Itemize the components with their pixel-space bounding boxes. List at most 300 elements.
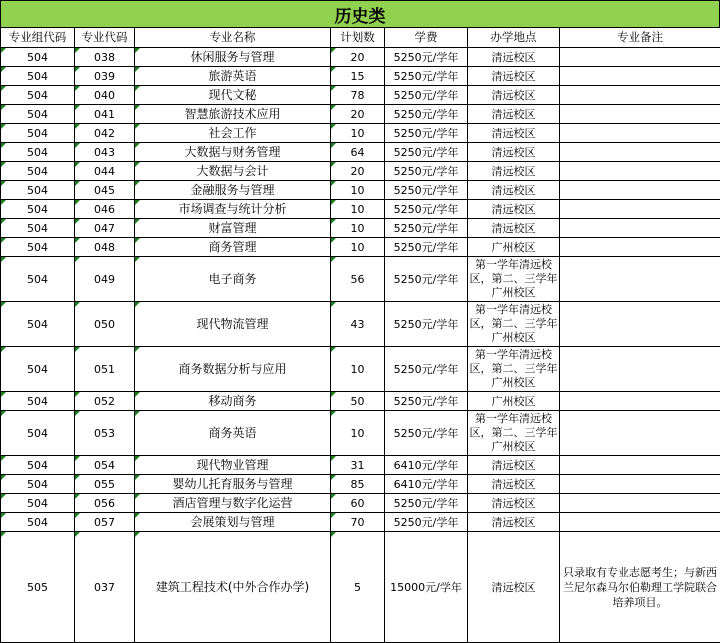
comment-marker-icon	[135, 48, 140, 53]
cell-plan-text: 64	[350, 145, 365, 159]
cell-note[interactable]	[560, 200, 720, 219]
header-group-code[interactable]: 专业组代码	[1, 28, 75, 48]
cell-fee[interactable]	[385, 494, 468, 513]
cell-major-code-text: 056	[94, 496, 115, 510]
cell-major-name[interactable]	[135, 162, 331, 181]
cell-major-name-text: 移动商务	[208, 393, 257, 408]
cell-fee[interactable]	[385, 86, 468, 105]
header-row	[1, 28, 720, 48]
cell-group-code[interactable]	[1, 532, 75, 643]
comment-marker-icon	[331, 532, 336, 537]
cell-major-name[interactable]	[135, 302, 331, 347]
cell-major-name-text: 休闲服务与管理	[190, 49, 275, 64]
cell-fee[interactable]	[385, 257, 468, 302]
cell-location-text: 清远校区	[491, 221, 536, 235]
comment-marker-icon	[331, 48, 336, 53]
cell-fee-text: 5250元/学年	[393, 88, 459, 102]
cell-fee-text: 5250元/学年	[393, 50, 459, 64]
cell-major-name[interactable]	[135, 411, 331, 456]
cell-major-name[interactable]	[135, 124, 331, 143]
cell-note[interactable]	[560, 86, 720, 105]
cell-plan[interactable]	[331, 347, 385, 392]
cell-group-code-text: 504	[27, 362, 48, 376]
comment-marker-icon	[331, 86, 336, 91]
cell-fee[interactable]	[385, 162, 468, 181]
cell-group-code[interactable]	[1, 67, 75, 86]
cell-location[interactable]	[468, 347, 560, 392]
comment-marker-icon	[331, 143, 336, 148]
comment-marker-icon	[75, 456, 80, 461]
comment-marker-icon	[1, 347, 6, 352]
cell-group-code[interactable]	[1, 124, 75, 143]
cell-plan[interactable]	[331, 67, 385, 86]
cell-group-code[interactable]	[1, 475, 75, 494]
cell-fee[interactable]	[385, 48, 468, 67]
cell-group-code-text: 504	[27, 458, 48, 472]
cell-plan[interactable]	[331, 143, 385, 162]
cell-group-code[interactable]	[1, 456, 75, 475]
cell-fee[interactable]	[385, 411, 468, 456]
cell-plan-text: 43	[350, 317, 365, 331]
cell-fee-text: 5250元/学年	[393, 69, 459, 83]
cell-note[interactable]	[560, 238, 720, 257]
cell-major-code[interactable]	[75, 181, 135, 200]
comment-marker-icon	[75, 181, 80, 186]
cell-location[interactable]	[468, 238, 560, 257]
cell-major-name-text: 婴幼儿托育服务与管理	[172, 476, 293, 491]
admissions-table	[0, 27, 720, 643]
cell-location[interactable]	[468, 124, 560, 143]
cell-note[interactable]	[560, 105, 720, 124]
cell-group-code[interactable]	[1, 494, 75, 513]
comment-marker-icon	[135, 181, 140, 186]
cell-location[interactable]	[468, 86, 560, 105]
cell-group-code[interactable]	[1, 143, 75, 162]
cell-location[interactable]	[468, 494, 560, 513]
cell-plan[interactable]	[331, 105, 385, 124]
comment-marker-icon	[1, 302, 6, 307]
cell-note[interactable]	[560, 124, 720, 143]
cell-fee-text: 5250元/学年	[393, 183, 459, 197]
cell-major-code[interactable]	[75, 219, 135, 238]
comment-marker-icon	[331, 411, 336, 416]
comment-marker-icon	[75, 238, 80, 243]
cell-fee[interactable]	[385, 105, 468, 124]
cell-major-code-text: 039	[94, 69, 115, 83]
cell-location[interactable]	[468, 143, 560, 162]
cell-note[interactable]	[560, 475, 720, 494]
cell-fee-text: 5250元/学年	[393, 126, 459, 140]
cell-plan[interactable]	[331, 181, 385, 200]
cell-major-code[interactable]	[75, 238, 135, 257]
cell-note[interactable]	[560, 219, 720, 238]
comment-marker-icon	[1, 181, 6, 186]
cell-major-name[interactable]	[135, 181, 331, 200]
cell-fee-text: 5250元/学年	[393, 164, 459, 178]
comment-marker-icon	[135, 143, 140, 148]
cell-group-code[interactable]	[1, 513, 75, 532]
header-major-name[interactable]: 专业名称	[135, 28, 331, 48]
comment-marker-icon	[135, 456, 140, 461]
cell-location[interactable]	[468, 48, 560, 67]
cell-note[interactable]	[560, 392, 720, 411]
cell-major-code[interactable]	[75, 513, 135, 532]
cell-major-code[interactable]	[75, 411, 135, 456]
comment-marker-icon	[75, 494, 80, 499]
cell-fee-text: 5250元/学年	[393, 496, 459, 510]
cell-location-text: 清远校区	[491, 164, 536, 178]
cell-major-name[interactable]	[135, 475, 331, 494]
cell-major-code-text: 037	[94, 580, 115, 594]
cell-fee[interactable]	[385, 392, 468, 411]
cell-major-code[interactable]	[75, 86, 135, 105]
cell-group-code[interactable]	[1, 48, 75, 67]
cell-plan[interactable]	[331, 86, 385, 105]
cell-group-code[interactable]	[1, 86, 75, 105]
cell-location-text: 第一学年清远校区，第二、三学年广州校区	[469, 303, 558, 344]
header-plan[interactable]: 计划数	[331, 28, 385, 48]
cell-major-name[interactable]	[135, 48, 331, 67]
cell-group-code-text: 504	[27, 317, 48, 331]
cell-major-name[interactable]	[135, 392, 331, 411]
cell-major-code-text: 054	[94, 458, 115, 472]
cell-location-text: 清远校区	[491, 496, 536, 510]
comment-marker-icon	[75, 162, 80, 167]
comment-marker-icon	[135, 513, 140, 518]
cell-location-text: 清远校区	[491, 126, 536, 140]
cell-location[interactable]	[468, 392, 560, 411]
table-row	[1, 532, 720, 643]
cell-plan-text: 20	[350, 107, 365, 121]
cell-location[interactable]	[468, 162, 560, 181]
cell-major-code[interactable]	[75, 347, 135, 392]
cell-group-code[interactable]	[1, 105, 75, 124]
cell-note[interactable]	[560, 513, 720, 532]
comment-marker-icon	[75, 411, 80, 416]
cell-fee[interactable]	[385, 238, 468, 257]
cell-plan-text: 60	[350, 496, 365, 510]
cell-group-code-text: 504	[27, 50, 48, 64]
cell-plan[interactable]	[331, 532, 385, 643]
comment-marker-icon	[75, 105, 80, 110]
cell-plan-text: 56	[350, 272, 365, 286]
cell-major-code[interactable]	[75, 475, 135, 494]
cell-note[interactable]	[560, 162, 720, 181]
cell-note[interactable]	[560, 67, 720, 86]
comment-marker-icon	[75, 475, 80, 480]
cell-plan[interactable]	[331, 411, 385, 456]
comment-marker-icon	[331, 475, 336, 480]
comment-marker-icon	[331, 347, 336, 352]
cell-major-name-text: 大数据与财务管理	[184, 144, 281, 159]
cell-location[interactable]	[468, 456, 560, 475]
comment-marker-icon	[1, 494, 6, 499]
cell-note[interactable]	[560, 532, 720, 643]
table-row	[1, 238, 720, 257]
cell-major-code-text: 041	[94, 107, 115, 121]
cell-major-name[interactable]	[135, 200, 331, 219]
cell-location-text: 清远校区	[491, 145, 536, 159]
cell-major-code[interactable]	[75, 48, 135, 67]
cell-plan[interactable]	[331, 200, 385, 219]
comment-marker-icon	[75, 219, 80, 224]
cell-group-code[interactable]	[1, 392, 75, 411]
cell-location[interactable]	[468, 67, 560, 86]
cell-plan[interactable]	[331, 238, 385, 257]
cell-group-code[interactable]	[1, 347, 75, 392]
cell-group-code-text: 504	[27, 240, 48, 254]
cell-note[interactable]	[560, 143, 720, 162]
cell-plan-text: 78	[350, 88, 365, 102]
cell-group-code-text: 504	[27, 107, 48, 121]
header-note[interactable]: 专业备注	[560, 28, 720, 48]
table-row	[1, 219, 720, 238]
cell-major-name-text: 现代文秘	[208, 87, 257, 102]
cell-major-code-text: 052	[94, 394, 115, 408]
cell-group-code[interactable]	[1, 302, 75, 347]
cell-group-code[interactable]	[1, 238, 75, 257]
header-fee[interactable]: 学费	[385, 28, 468, 48]
cell-plan-text: 10	[350, 183, 365, 197]
cell-group-code[interactable]	[1, 162, 75, 181]
table-row	[1, 200, 720, 219]
cell-group-code-text: 504	[27, 221, 48, 235]
cell-location-text: 第一学年清远校区，第二、三学年广州校区	[469, 348, 558, 389]
cell-fee[interactable]	[385, 302, 468, 347]
cell-fee-text: 5250元/学年	[393, 107, 459, 121]
cell-location[interactable]	[468, 181, 560, 200]
cell-major-name-text: 现代物业管理	[196, 457, 269, 472]
cell-group-code-text: 505	[27, 580, 48, 594]
comment-marker-icon	[331, 456, 336, 461]
cell-note[interactable]	[560, 257, 720, 302]
cell-group-code[interactable]	[1, 257, 75, 302]
cell-major-code-text: 038	[94, 50, 115, 64]
header-location[interactable]: 办学地点	[468, 28, 560, 48]
cell-plan[interactable]	[331, 124, 385, 143]
cell-fee[interactable]	[385, 532, 468, 643]
cell-plan[interactable]	[331, 257, 385, 302]
cell-location[interactable]	[468, 200, 560, 219]
cell-plan[interactable]	[331, 48, 385, 67]
cell-major-name[interactable]	[135, 347, 331, 392]
table-row	[1, 143, 720, 162]
cell-plan[interactable]	[331, 494, 385, 513]
cell-plan[interactable]	[331, 162, 385, 181]
cell-note[interactable]	[560, 48, 720, 67]
comment-marker-icon	[135, 238, 140, 243]
cell-plan-text: 10	[350, 240, 365, 254]
cell-group-code-text: 504	[27, 88, 48, 102]
cell-fee[interactable]	[385, 347, 468, 392]
cell-plan[interactable]	[331, 456, 385, 475]
cell-fee[interactable]	[385, 67, 468, 86]
cell-location[interactable]	[468, 105, 560, 124]
cell-fee[interactable]	[385, 456, 468, 475]
cell-fee[interactable]	[385, 200, 468, 219]
comment-marker-icon	[1, 219, 6, 224]
cell-location[interactable]	[468, 219, 560, 238]
comment-marker-icon	[75, 513, 80, 518]
cell-major-name-text: 旅游英语	[208, 68, 257, 83]
comment-marker-icon	[1, 143, 6, 148]
cell-major-name[interactable]	[135, 456, 331, 475]
cell-major-code[interactable]	[75, 105, 135, 124]
cell-location[interactable]	[468, 411, 560, 456]
comment-marker-icon	[75, 200, 80, 205]
comment-marker-icon	[135, 124, 140, 129]
comment-marker-icon	[135, 347, 140, 352]
comment-marker-icon	[135, 162, 140, 167]
comment-marker-icon	[75, 124, 80, 129]
cell-fee[interactable]	[385, 181, 468, 200]
cell-fee-text: 15000元/学年	[390, 580, 462, 594]
cell-major-code[interactable]	[75, 67, 135, 86]
cell-group-code[interactable]	[1, 181, 75, 200]
cell-major-name[interactable]	[135, 67, 331, 86]
cell-fee[interactable]	[385, 143, 468, 162]
cell-location-text: 清远校区	[491, 69, 536, 83]
cell-major-code[interactable]	[75, 302, 135, 347]
cell-major-code[interactable]	[75, 124, 135, 143]
cell-major-code-text: 042	[94, 126, 115, 140]
cell-note[interactable]	[560, 494, 720, 513]
cell-major-name[interactable]	[135, 143, 331, 162]
cell-major-name[interactable]	[135, 513, 331, 532]
cell-major-code[interactable]	[75, 200, 135, 219]
comment-marker-icon	[1, 67, 6, 72]
cell-major-name[interactable]	[135, 105, 331, 124]
cell-major-code[interactable]	[75, 257, 135, 302]
cell-location-text: 清远校区	[491, 580, 536, 594]
comment-marker-icon	[1, 105, 6, 110]
cell-note[interactable]	[560, 411, 720, 456]
cell-group-code[interactable]	[1, 219, 75, 238]
comment-marker-icon	[331, 162, 336, 167]
cell-fee[interactable]	[385, 475, 468, 494]
comment-marker-icon	[135, 219, 140, 224]
cell-major-name-text: 金融服务与管理	[190, 182, 275, 197]
cell-major-code[interactable]	[75, 532, 135, 643]
comment-marker-icon	[135, 67, 140, 72]
comment-marker-icon	[1, 162, 6, 167]
comment-marker-icon	[135, 494, 140, 499]
cell-fee-text: 5250元/学年	[393, 202, 459, 216]
cell-group-code[interactable]	[1, 200, 75, 219]
cell-location[interactable]	[468, 257, 560, 302]
cell-plan-text: 10	[350, 126, 365, 140]
comment-marker-icon	[75, 67, 80, 72]
cell-plan-text: 5	[354, 580, 361, 594]
cell-major-code[interactable]	[75, 456, 135, 475]
cell-location-text: 清远校区	[491, 88, 536, 102]
cell-major-code-text: 050	[94, 317, 115, 331]
comment-marker-icon	[135, 105, 140, 110]
cell-fee[interactable]	[385, 124, 468, 143]
cell-group-code-text: 504	[27, 126, 48, 140]
table-row	[1, 162, 720, 181]
cell-note[interactable]	[560, 347, 720, 392]
cell-fee[interactable]	[385, 219, 468, 238]
cell-plan[interactable]	[331, 392, 385, 411]
cell-major-code[interactable]	[75, 494, 135, 513]
cell-major-code-text: 047	[94, 221, 115, 235]
table-row	[1, 392, 720, 411]
cell-major-name[interactable]	[135, 257, 331, 302]
cell-fee-text: 5250元/学年	[393, 515, 459, 529]
cell-group-code-text: 504	[27, 145, 48, 159]
header-major-code[interactable]: 专业代码	[75, 28, 135, 48]
comment-marker-icon	[1, 200, 6, 205]
cell-major-name-text: 市场调查与统计分析	[178, 201, 287, 216]
comment-marker-icon	[1, 392, 6, 397]
cell-major-code-text: 045	[94, 183, 115, 197]
cell-major-name-text: 智慧旅游技术应用	[184, 106, 281, 121]
table-row	[1, 456, 720, 475]
cell-note[interactable]	[560, 456, 720, 475]
cell-major-name[interactable]	[135, 238, 331, 257]
cell-major-code-text: 048	[94, 240, 115, 254]
cell-plan[interactable]	[331, 302, 385, 347]
cell-location[interactable]	[468, 302, 560, 347]
comment-marker-icon	[1, 86, 6, 91]
cell-major-name[interactable]	[135, 532, 331, 643]
cell-plan[interactable]	[331, 219, 385, 238]
cell-location-text: 广州校区	[491, 394, 536, 408]
cell-plan-text: 10	[350, 202, 365, 216]
cell-major-code[interactable]	[75, 162, 135, 181]
cell-major-code[interactable]	[75, 392, 135, 411]
cell-location-text: 清远校区	[491, 183, 536, 197]
comment-marker-icon	[331, 238, 336, 243]
cell-location-text: 清远校区	[491, 202, 536, 216]
cell-note[interactable]	[560, 181, 720, 200]
cell-fee-text: 5250元/学年	[393, 240, 459, 254]
cell-major-name-text: 大数据与会计	[196, 163, 269, 178]
sheet-title[interactable]: 历史类	[0, 0, 720, 28]
cell-group-code-text: 504	[27, 164, 48, 178]
cell-location[interactable]	[468, 513, 560, 532]
cell-fee[interactable]	[385, 513, 468, 532]
cell-major-name[interactable]	[135, 219, 331, 238]
cell-major-code[interactable]	[75, 143, 135, 162]
comment-marker-icon	[135, 392, 140, 397]
cell-plan[interactable]	[331, 475, 385, 494]
table-row	[1, 105, 720, 124]
cell-major-name[interactable]	[135, 86, 331, 105]
cell-major-code-text: 049	[94, 272, 115, 286]
cell-location[interactable]	[468, 475, 560, 494]
comment-marker-icon	[75, 143, 80, 148]
cell-fee-text: 5250元/学年	[393, 426, 459, 440]
cell-plan-text: 10	[350, 221, 365, 235]
cell-major-name-text: 商务数据分析与应用	[178, 361, 287, 376]
cell-major-name-text: 商务管理	[208, 239, 257, 254]
cell-group-code[interactable]	[1, 411, 75, 456]
cell-fee-text: 5250元/学年	[393, 272, 459, 286]
cell-major-name[interactable]	[135, 494, 331, 513]
comment-marker-icon	[1, 513, 6, 518]
cell-group-code-text: 504	[27, 477, 48, 491]
comment-marker-icon	[135, 532, 140, 537]
comment-marker-icon	[331, 219, 336, 224]
cell-fee-text: 5250元/学年	[393, 362, 459, 376]
comment-marker-icon	[331, 200, 336, 205]
cell-note[interactable]	[560, 302, 720, 347]
comment-marker-icon	[331, 494, 336, 499]
cell-plan[interactable]	[331, 513, 385, 532]
cell-location[interactable]	[468, 532, 560, 643]
